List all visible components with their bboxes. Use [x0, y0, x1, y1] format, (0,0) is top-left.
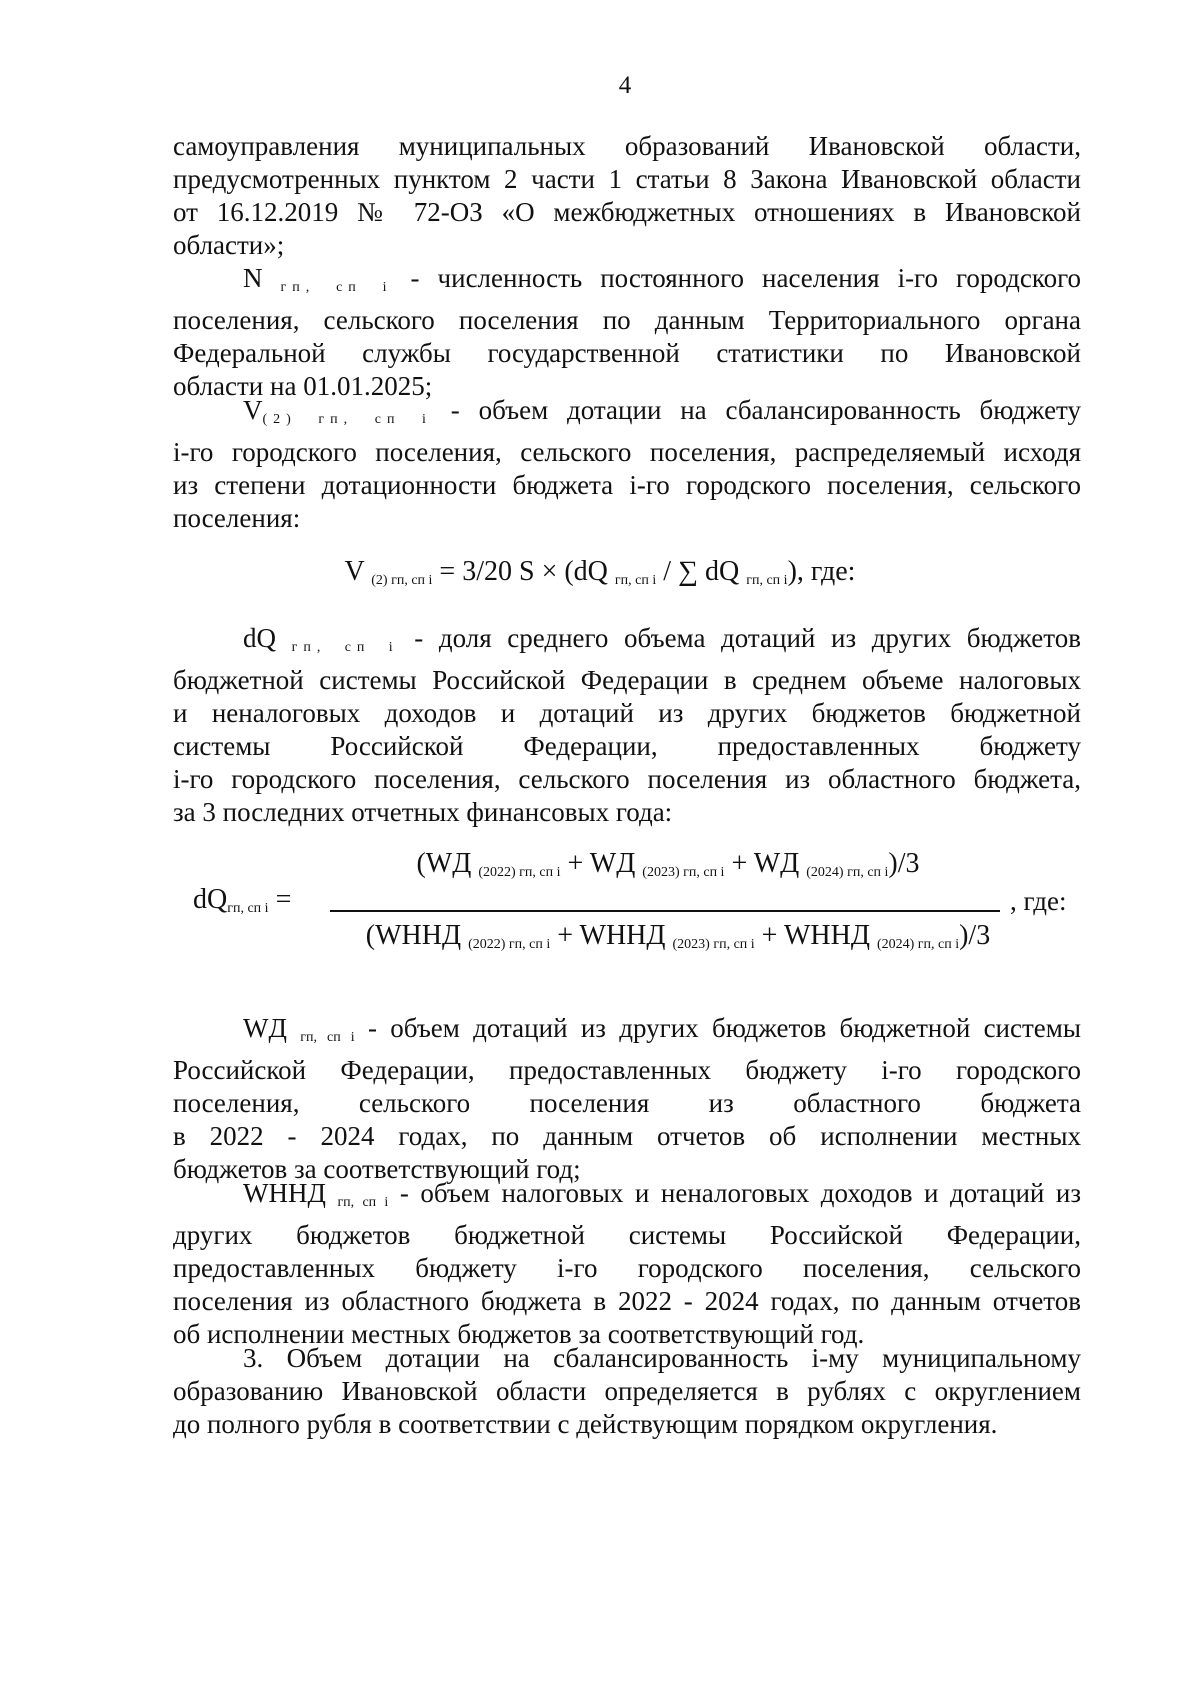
text-line: и неналоговых доходов и дотаций из других бюджетов бюджетной	[173, 698, 1081, 728]
text-line: области на 01.01.2025;	[173, 371, 433, 401]
subscript: гп, сп i	[746, 573, 788, 588]
text-line: поселения, сельского поселения по данным Территориального органа	[173, 305, 1081, 335]
text-line: предоставленных бюджету i-го городского поселения, сельского	[173, 1253, 1081, 1283]
definition-v	[173, 394, 1081, 535]
symbol-n: N	[243, 263, 263, 293]
subscript: гп, сп i	[291, 640, 399, 655]
text-line	[173, 394, 1081, 436]
subscript: (2022) гп, сп i	[468, 937, 551, 952]
text-line: за 3 последних отчетных финансовых года:	[173, 797, 673, 827]
formula-numerator	[328, 848, 1008, 881]
text-line	[173, 1177, 1081, 1219]
text-line: i-го городского поселения, сельского поселения, распределяемый исходя	[173, 437, 1081, 467]
formula-part: )/3	[888, 848, 920, 879]
subscript: гп, сп i	[300, 1030, 355, 1045]
subscript: (2024) гп, сп i	[806, 865, 889, 880]
text-line: самоуправления муниципальных образований Ивановской области,	[173, 131, 1081, 161]
text-line: системы Российской Федерации, предоставленных бюджету	[173, 731, 1081, 761]
formula-dq-label	[193, 884, 291, 917]
formula-part: + WННД	[550, 920, 673, 951]
formula-part: + WД	[724, 848, 807, 879]
formula-part: (WННД	[365, 920, 469, 951]
formula-part: dQ	[193, 884, 228, 915]
formula-part: = 3/20 S × (dQ	[432, 556, 615, 587]
text-line: до полного рубля в соответствии с действующим порядком округления.	[173, 1409, 998, 1439]
formula-part: ), где:	[787, 556, 856, 587]
formula-part: V	[344, 556, 372, 587]
text-line: из степени дотационности бюджета i-го городского поселения, сельского	[173, 470, 1081, 500]
symbol-wnnd: WННД	[243, 1178, 326, 1208]
formula-denominator	[318, 920, 1038, 953]
text-line: 3. Объем дотации на сбалансированность i-му муниципальному	[243, 1343, 1081, 1373]
paragraph-intro	[173, 130, 1081, 262]
text-line: других бюджетов бюджетной системы Российской Федерации,	[173, 1220, 1081, 1250]
text-line: об исполнении местных бюджетов за соответствующий год.	[173, 1319, 865, 1349]
subscript: (2023) гп, сп i	[672, 937, 755, 952]
text-line: в 2022 - 2024 годах, по данным отчетов об исполнении местных	[173, 1121, 1081, 1151]
subscript: (2024) гп, сп i	[876, 937, 960, 952]
text-line: поселения, сельского поселения из областного бюджета	[173, 1088, 1081, 1118]
definition-text: - объем налоговых и неналоговых доходов и дотаций из	[388, 1178, 1081, 1208]
subscript: гп, сп i	[337, 1195, 389, 1210]
definition-wd	[173, 1012, 1081, 1186]
text-line	[173, 1012, 1081, 1054]
definition-text: - объем дотаций из других бюджетов бюджетной системы	[354, 1013, 1081, 1043]
text-line: бюджетов за соответствующий год;	[173, 1154, 581, 1184]
subscript: гп, сп i	[614, 573, 657, 588]
symbol-wd: WД	[243, 1013, 287, 1043]
paragraph-item-3	[173, 1342, 1081, 1441]
definition-dq	[173, 622, 1081, 829]
text-line: поселения из областного бюджета в 2022 - 2024 годах, по данным отчетов	[173, 1286, 1081, 1316]
text-line: бюджетной системы Российской Федерации в среднем объеме налоговых	[173, 665, 1081, 695]
text-line: области»;	[173, 230, 285, 260]
definition-text: - объем дотации на сбалансированность бюджету	[431, 395, 1081, 425]
definition-n	[173, 262, 1081, 403]
symbol-v: V	[243, 395, 263, 425]
text-line	[173, 622, 1081, 664]
text-line	[173, 262, 1081, 304]
subscript: гп, сп i	[280, 280, 393, 295]
formula-part: + WД	[560, 848, 643, 879]
fraction-bar	[330, 910, 1000, 912]
text-line: образованию Ивановской области определяется в рублях с округлением	[173, 1376, 1081, 1406]
subscript: (2023) гп, сп i	[642, 865, 725, 880]
formula-part: / ∑ dQ	[656, 556, 747, 587]
text-line: Российской Федерации, предоставленных бюджету i-го городского	[173, 1055, 1081, 1085]
formula-part: (WД	[416, 848, 479, 879]
text-line: поселения:	[173, 503, 301, 533]
formula-part: =	[268, 884, 292, 915]
subscript: (2) гп, сп i	[262, 412, 432, 427]
formula-part: )/3	[959, 920, 991, 951]
subscript: (2022) гп, сп i	[478, 865, 561, 880]
text-line: предусмотренных пунктом 2 части 1 статьи 8 Закона Ивановской области	[173, 164, 1081, 194]
text-line: Федеральной службы государственной статистики по Ивановской	[173, 338, 1081, 368]
subscript: (2) гп, сп i	[371, 573, 433, 588]
formula-where: , где:	[1010, 886, 1067, 916]
text-line: от 16.12.2019 № 72-ОЗ «О межбюджетных отношениях в Ивановской	[173, 197, 1081, 227]
formula-v2	[0, 556, 1200, 589]
subscript: гп, сп i	[227, 901, 269, 916]
symbol-dq: dQ	[243, 623, 276, 653]
page-number: 4	[618, 72, 632, 99]
formula-part: + WННД	[754, 920, 877, 951]
definition-text: - численность постоянного населения i-го городского	[392, 263, 1081, 293]
definition-wnnd	[173, 1177, 1081, 1351]
definition-text: - доля среднего объема дотаций из других бюджетов	[398, 623, 1081, 653]
text-line: i-го городского поселения, сельского поселения из областного бюджета,	[173, 764, 1081, 794]
